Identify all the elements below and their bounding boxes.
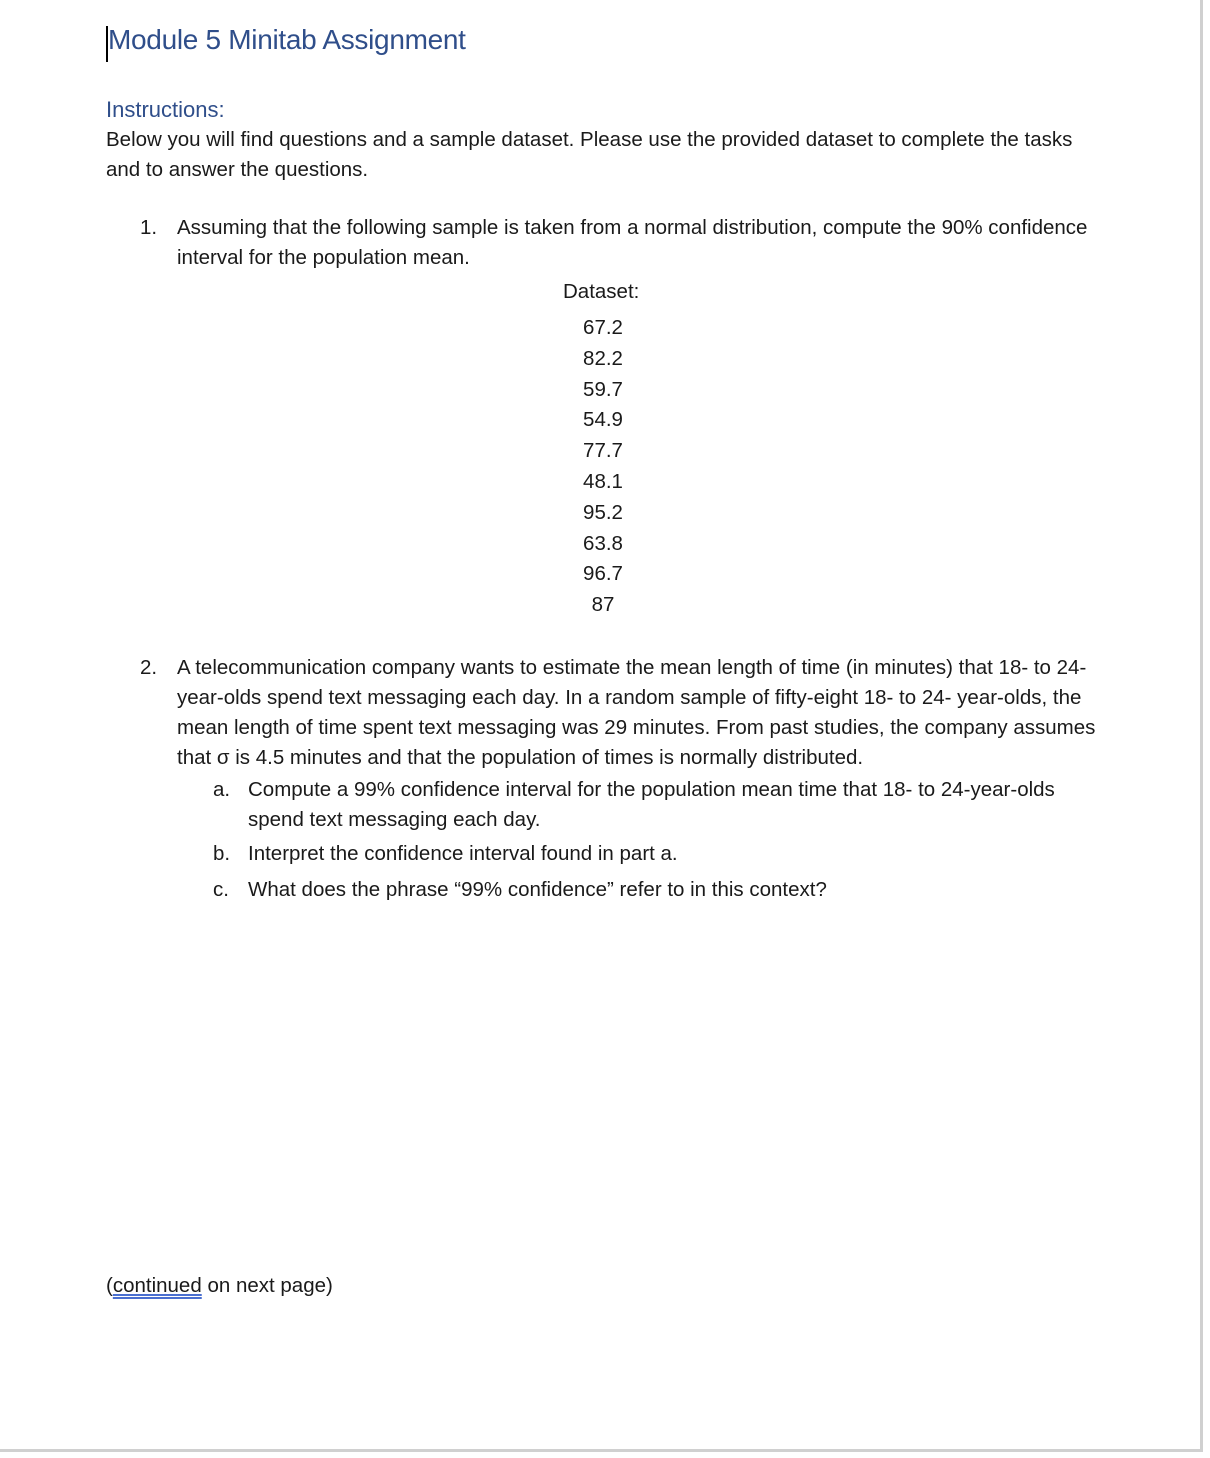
dataset-value: 67.2: [583, 316, 623, 339]
dataset-value: 59.7: [583, 377, 623, 401]
question-number: 1.: [140, 216, 158, 239]
dataset-value: 87: [591, 593, 615, 617]
question-2-part-a: [213, 775, 1113, 835]
question-2-part-b: [213, 839, 1113, 869]
dataset-label: Dataset:: [563, 280, 640, 303]
dataset-value: 48.1: [583, 469, 623, 493]
part-letter: a.: [213, 778, 231, 801]
dataset-value: 95.2: [583, 500, 623, 524]
dataset-value: 96.7: [583, 562, 623, 586]
question-text: Assuming that the following sample is taken from a normal distribution, compute the 90% confidence interval for the population mean.: [177, 216, 1088, 269]
question-2: [140, 653, 1120, 773]
dataset-value: 77.7: [583, 439, 623, 463]
continued-rest: on next page): [201, 1274, 333, 1297]
part-text: Interpret the confidence interval found in part a.: [248, 842, 678, 865]
dataset-value: 54.9: [583, 408, 623, 432]
question-2-part-c: [213, 875, 1113, 905]
document-title: Module 5 Minitab Assignment: [108, 24, 466, 55]
question-number: 2.: [140, 656, 158, 679]
dataset-value: 82.2: [583, 346, 623, 370]
instructions-text: Below you will find questions and a sample dataset. Please use the provided dataset to complete the tasks and to answer the questions.: [106, 128, 1073, 181]
part-text: What does the phrase “99% confidence” refer to in this context?: [248, 878, 827, 901]
continued-open-paren: (: [106, 1274, 113, 1297]
dataset-list: [563, 313, 643, 621]
question-text: A telecommunication company wants to estimate the mean length of time (in minutes) that 18- to 24- year-olds spend text messaging each day. In a random sample of fifty-eight 18- to 24- year-olds, the mean length of time spent text messaging was 29 minutes. From past studies, the company assumes that σ is 4.5 minutes and that the population of times is normally distributed.: [177, 656, 1096, 769]
question-1: [140, 213, 1120, 273]
dataset-value: 63.8: [583, 531, 623, 555]
continued-word: continued: [112, 1274, 202, 1297]
continued-note: [106, 1271, 333, 1301]
part-text: Compute a 99% confidence interval for the population mean time that 18- to 24-year-olds spend text messaging each day.: [248, 778, 1055, 831]
instructions-heading: Instructions:: [106, 97, 225, 122]
part-letter: b.: [213, 842, 231, 865]
part-letter: c.: [213, 878, 229, 901]
